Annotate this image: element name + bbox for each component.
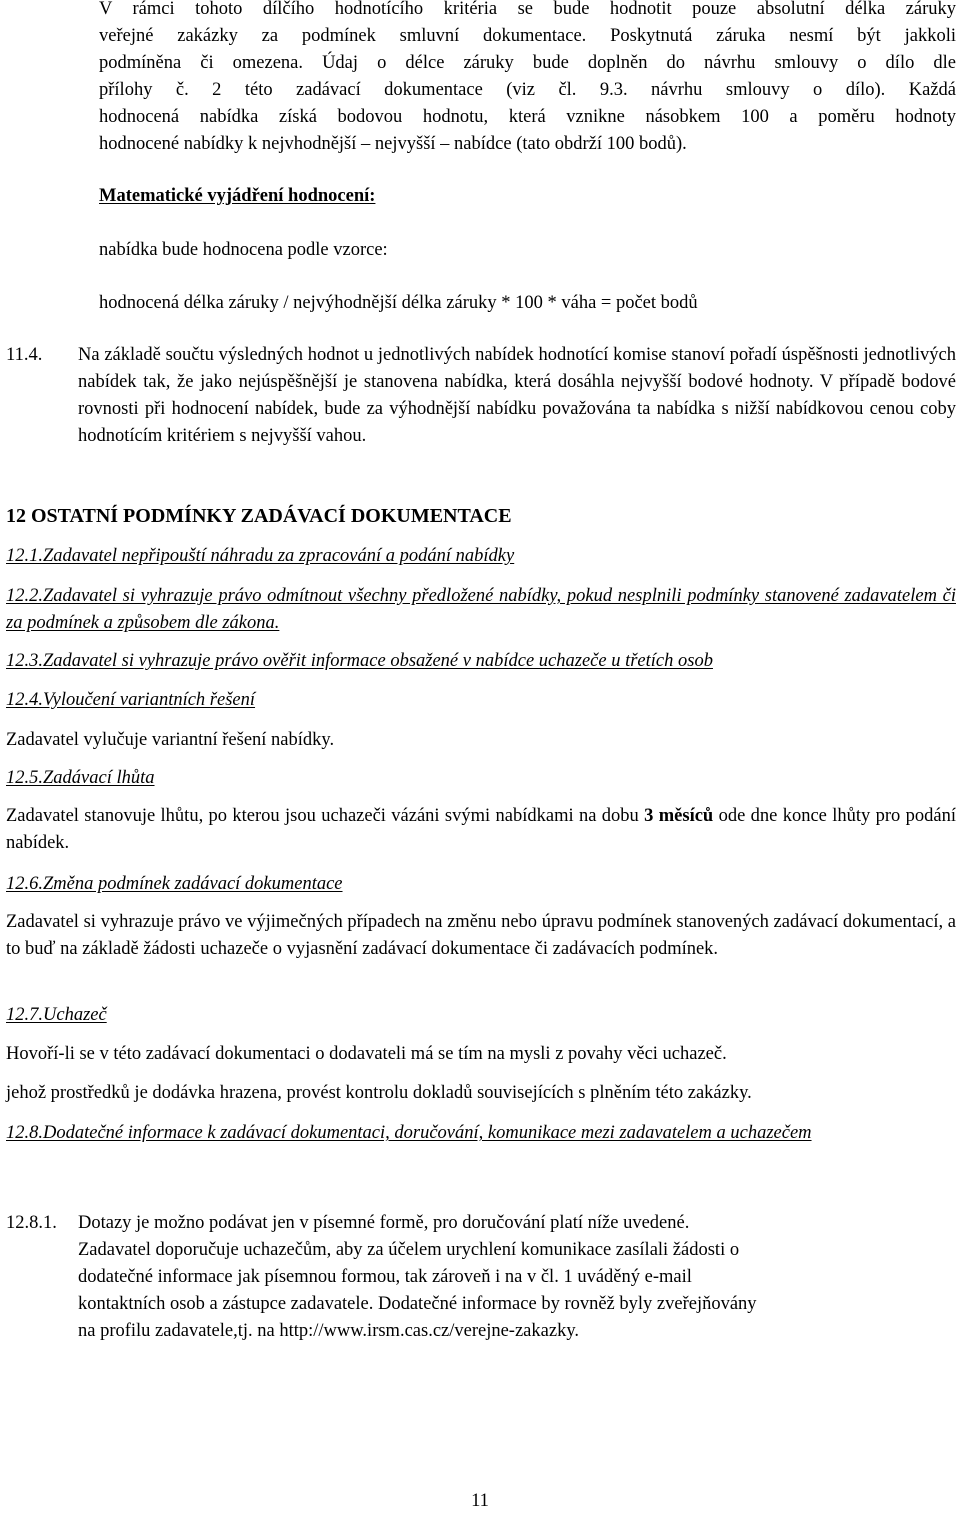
section-12-4-heading: 12.4.Vyloučení variantních řešení	[6, 690, 256, 710]
section-12-8-1-line: Zadavatel doporučuje uchazečům, aby za účelem urychlení komunikace zasílali žádosti o	[78, 1240, 740, 1260]
intro-paragraph	[99, 0, 956, 158]
section-11-4-text: Na základě součtu výsledných hodnot u jednotlivých nabídek hodnotící komise stanoví pořadí úspěšnosti jednotlivých nabídek tak, že jako nejúspěšnější je stanovena nabídka, která dosáhla nejvyšší bodové hodnoty. V případě bodové rovnosti při hodnocení nabídek, bude za výhodnější nabídku považována ta nabídka s nižší nabídkovou cenou coby hodnotícím kritériem s nejvyšší vahou.	[78, 345, 956, 446]
section-12-2-heading: 12.2.Zadavatel si vyhrazuje právo odmítnout všechny předložené nabídky, pokud nesplnili podmínky stanovené zadavatelem či za podmínek a způsobem dle zákona.	[6, 586, 956, 633]
section-12-5-heading: 12.5.Zadávací lhůta	[6, 768, 155, 788]
intro-line: podmíněna či omezena. Údaj o délce záruky bude doplněn do návrhu smlouvy o dílo dle	[99, 53, 956, 73]
intro-line: přílohy č. 2 této zadávací dokumentace (viz čl. 9.3. návrhu smlouvy o dílo). Každá	[99, 80, 956, 100]
section-12-8-1-text	[78, 1210, 938, 1345]
section-12-3-heading: 12.3.Zadavatel si vyhrazuje právo ověřit informace obsažené v nabídce uchazeče u třetích osob	[6, 651, 713, 671]
page-number: 11	[471, 1491, 489, 1511]
chapter-12-title: 12 OSTATNÍ PODMÍNKY ZADÁVACÍ DOKUMENTACE	[6, 505, 512, 527]
section-12-1-heading: 12.1.Zadavatel nepřipouští náhradu za zpracování a podání nabídky	[6, 546, 515, 566]
section-12-6-heading: 12.6.Změna podmínek zadávací dokumentace	[6, 874, 343, 894]
intro-line: veřejné zakázky za podmínek smluvní dokumentace. Poskytnutá záruka nesmí být jakkoli	[99, 26, 956, 46]
section-12-8-1-line: Dotazy je možno podávat jen v písemné formě, pro doručování platí níže uvedené.	[78, 1213, 690, 1233]
section-12-8-heading: 12.8.Dodatečné informace k zadávací dokumentaci, doručování, komunikace mezi zadavatelem a uchazečem	[6, 1123, 812, 1143]
section-12-4-text: Zadavatel vylučuje variantní řešení nabídky.	[6, 730, 335, 750]
section-12-7-text-1: Hovoří-li se v této zadávací dokumentaci o dodavateli má se tím na mysli z povahy věci uchazeč.	[6, 1044, 727, 1064]
intro-line: hodnocené nabídky k nejvhodnější – nejvyšší – nabídce (tato obdrží 100 bodů).	[99, 134, 687, 154]
section-12-5-text-start: Zadavatel stanovuje lhůtu, po kterou jsou uchazeči vázáni svými nabídkami na dobu	[6, 806, 645, 826]
section-11-4-number: 11.4.	[6, 345, 43, 365]
section-12-6-text: Zadavatel si vyhrazuje právo ve výjimečných případech na změnu nebo úpravu podmínek stanovených zadávací dokumentací, a to buď na základě žádosti uchazeče o vyjasnění zadávací dokumentace či zadávacích podmínek.	[6, 912, 956, 959]
section-12-7-text-2: jehož prostředků je dodávka hrazena, provést kontrolu dokladů souvisejících s plněním této zakázky.	[6, 1083, 752, 1103]
section-12-5-text-end: ode dne konce lhůty pro podání nabídek.	[6, 806, 957, 853]
section-12-5-duration: 3 měsíců	[644, 806, 714, 826]
formula: hodnocená délka záruky / nejvýhodnější délka záruky * 100 * váha = počet bodů	[99, 293, 698, 313]
formula-intro: nabídka bude hodnocena podle vzorce:	[99, 240, 388, 260]
section-12-5-text	[6, 803, 956, 857]
intro-line: hodnocená nabídka získá bodovou hodnotu, která vznikne násobkem 100 a poměru hodnoty	[99, 107, 956, 127]
section-12-8-1-number: 12.8.1.	[6, 1213, 57, 1233]
math-heading: Matematické vyjádření hodnocení:	[99, 186, 376, 206]
intro-line: V rámci tohoto dílčího hodnotícího kritéria se bude hodnotit pouze absolutní délka záruky	[99, 0, 956, 19]
section-12-8-1-line: dodatečné informace jak písemnou formou, tak zároveň i na v čl. 1 uváděný e-mail	[78, 1267, 692, 1287]
section-12-8-1-line: na profilu zadavatele,tj. na http://www.irsm.cas.cz/verejne-zakazky.	[78, 1321, 579, 1341]
section-12-7-heading: 12.7.Uchazeč	[6, 1005, 107, 1025]
section-12-8-1-line: kontaktních osob a zástupce zadavatele. Dodatečné informace by rovněž byly zveřejňovány	[78, 1294, 757, 1314]
